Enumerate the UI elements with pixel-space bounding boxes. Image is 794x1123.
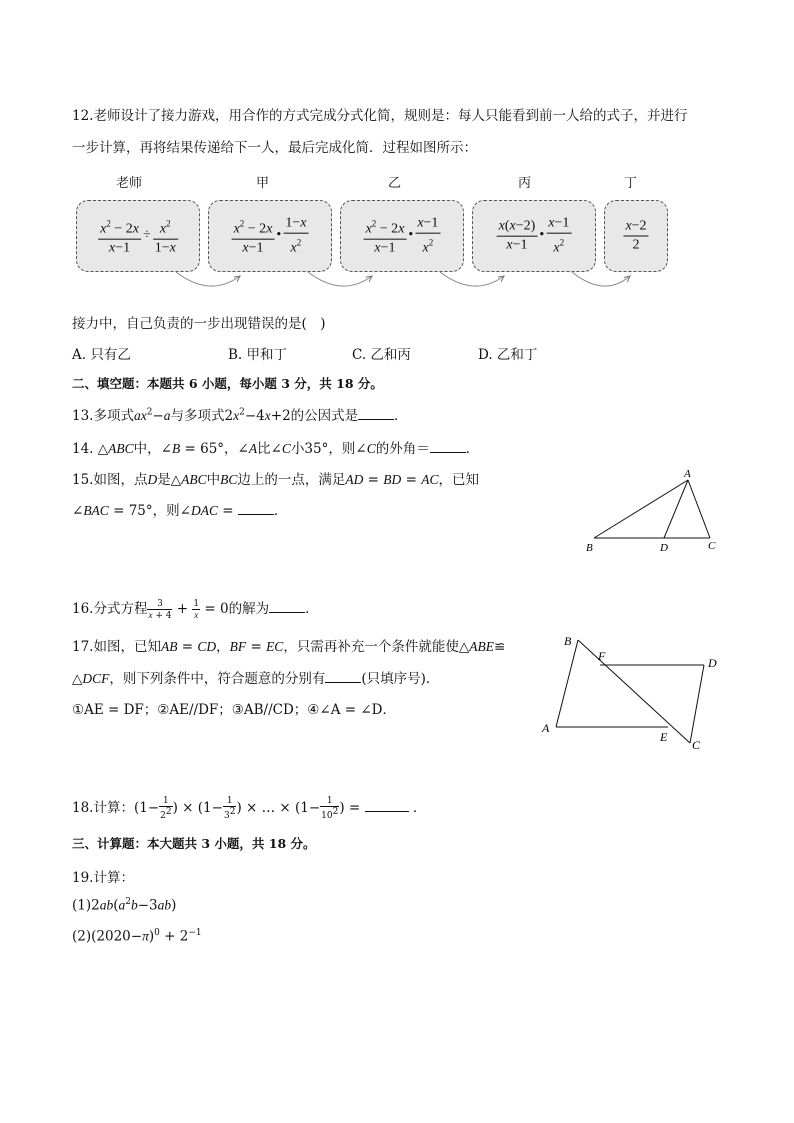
q12-stem: 接力中，自己负责的一步出现错误的是( ) — [72, 316, 326, 332]
figure-q15 — [580, 464, 720, 560]
q16-blank — [269, 600, 305, 613]
relay-arrows — [0, 0, 794, 300]
q17-line1: 17.如图，已知AB = CD，BF = EC，只需再补充一个条件就能使△ABE≌ — [72, 639, 506, 655]
q19-title: 19.计算： — [72, 870, 134, 886]
role-ding: 丁 — [624, 176, 638, 191]
relay-box-bing: $\frac{x(x-2)}{x-1}$ • $\frac{x-1}{x^2}$ — [472, 200, 596, 272]
q13: 13.多项式$ax^2-a$与多项式$2x^2-4x+2$的公因式是 ． — [72, 407, 408, 424]
section2-header: 二、填空题：本题共 6 小题，每小题 3 分，共 18 分。 — [72, 376, 383, 391]
q12-option-a: A. 只有乙 — [72, 347, 131, 363]
q16: 16.分式方程 $\frac{3}{x + 4}$ + $\frac{1}{x}$ = 0的解为 ． — [72, 598, 319, 621]
q12-line2: 一步计算，再将结果传递给下一人，最后完成化简．过程如图所示： — [72, 140, 477, 156]
q12-option-c: C. 乙和丙 — [352, 347, 411, 363]
relay-box-teacher: $\frac{x^2 - 2x}{x-1}$ ÷ $\frac{x^2}{1-x}$ — [76, 200, 200, 272]
relay-box-jia: $\frac{x^2 - 2x}{x-1}$ • $\frac{1-x}{x^2}$ — [208, 200, 332, 272]
q13-blank — [358, 407, 394, 420]
q12-option-d: D. 乙和丁 — [478, 347, 538, 363]
fig17-label-e: E — [660, 730, 668, 744]
role-jia: 甲 — [256, 176, 270, 191]
role-bing: 丙 — [518, 176, 532, 191]
q14-blank — [430, 440, 466, 453]
q18: 18.计算：(1− $\frac{1}{2^2}$ ) × (1− $\frac{1}{3^2}$ ) × … × (1− $\frac{1}{10^2}$ ) = ． — [72, 796, 427, 821]
fig17-label-d: D — [708, 656, 717, 670]
q17-line2: △DCF，则下列条件中，符合题意的分别有 (只填序号)． — [72, 671, 440, 687]
arrow-2 — [308, 272, 372, 286]
fig17-label-f: F — [598, 649, 606, 663]
figure-q17 — [536, 630, 726, 756]
relay-box-ding: $\frac{x-2}{2}$ — [604, 200, 668, 272]
q15-line1: 15.如图，点D是△ABC中BC边上的一点，满足AD = BD = AC，已知 — [72, 472, 479, 488]
fig15-label-c: C — [708, 540, 716, 552]
relay-box-yi: $\frac{x^2 - 2x}{x-1}$ • $\frac{x-1}{x^2}$ — [340, 200, 464, 272]
fig15-label-b: B — [586, 542, 593, 554]
q19-part1: $(1)2ab(a^2b-3ab)$ — [72, 897, 177, 914]
fig15-label-d: D — [660, 542, 668, 554]
q12-option-b: B. 甲和丁 — [228, 347, 288, 363]
arrow-3 — [440, 272, 504, 286]
q17-line3: ①AE = DF；②AE//DF；③AB//CD；④∠A = ∠D． — [72, 702, 396, 718]
q19-part2: $(2)(2020-\pi)^0 + 2^{-1}$ — [72, 928, 202, 945]
fig17-label-a: A — [542, 721, 550, 735]
role-teacher: 老师 — [116, 176, 143, 191]
arrow-4 — [572, 272, 630, 286]
q14: 14. △ABC中，∠B = 65°，∠A比∠C小35°，则∠C的外角＝ ． — [72, 441, 480, 457]
fig17-label-c: C — [692, 738, 701, 752]
q18-blank — [365, 799, 409, 812]
q15-blank — [238, 502, 274, 515]
q15-line2: ∠BAC = 75°，则∠DAC = ． — [72, 503, 288, 519]
section3-header: 三、计算题：本大题共 3 小题，共 18 分。 — [72, 836, 316, 851]
arrow-1 — [176, 272, 240, 286]
q12-line1: 12.老师设计了接力游戏，用合作的方式完成分式化简，规则是：每人只能看到前一人给的式子，并进行 — [72, 108, 688, 124]
fig17-label-b: B — [564, 634, 572, 648]
fig15-label-a: A — [684, 468, 691, 480]
role-yi: 乙 — [388, 176, 402, 191]
q17-blank — [325, 670, 361, 683]
